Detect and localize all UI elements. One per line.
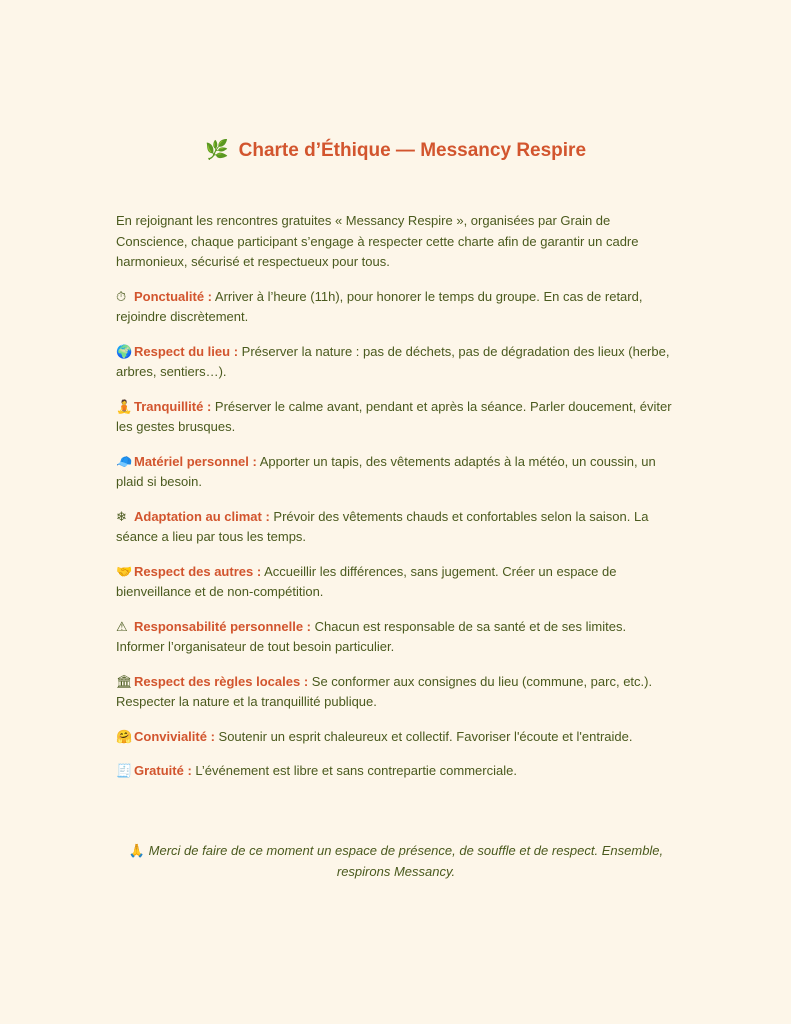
meditation-icon: 🧘 <box>116 398 133 414</box>
charter-item-text: Préserver la nature : pas de déchets, pas de dégradation des lieux (herbe, arbres, sentiers…). <box>116 343 670 379</box>
charter-item <box>116 287 676 328</box>
charter-item-label: Respect du lieu : <box>134 343 239 359</box>
charter-item <box>116 342 676 383</box>
page-title-text: Charte d’Éthique — Messancy Respire <box>238 140 587 161</box>
closing-text: Merci de faire de ce moment un espace de présence, de souffle et de respect. Ensemble, respirons Messancy. <box>148 843 664 879</box>
charter-item-text: Soutenir un esprit chaleureux et collectif. Favoriser l'écoute et l'entraide. <box>214 728 633 744</box>
charter-item-label: Respect des autres : <box>134 563 262 579</box>
charter-item-label: Matériel personnel : <box>134 453 257 469</box>
charter-item-text: Se conformer aux consignes du lieu (commune, parc, etc.). Respecter la nature et la tranquillité publique. <box>116 673 653 709</box>
globe-icon: 🌍 <box>116 343 133 359</box>
charter-item <box>116 452 676 493</box>
charter-item-label: Ponctualité : <box>134 288 213 304</box>
charter-body <box>116 211 676 796</box>
warning-icon: ⚠ <box>116 618 128 634</box>
leaf-icon: 🌿 <box>204 140 229 161</box>
sparkle-icon: 🙏 <box>128 843 146 858</box>
charter-item <box>116 672 676 713</box>
charter-item <box>116 727 676 748</box>
charter-item-text: L’événement est libre et sans contrepartie commerciale. <box>191 763 517 778</box>
charter-item <box>116 397 676 438</box>
courthouse-icon: 🏛 <box>116 673 133 689</box>
hug-icon: 🤗 <box>116 728 133 744</box>
charter-item-text: Apporter un tapis, des vêtements adaptés à la météo, un coussin, un plaid si besoin. <box>116 453 656 489</box>
cap-icon: 🧢 <box>116 453 133 469</box>
charter-item-text: Chacun est responsable de sa santé et de ses limites. Informer l’organisateur de tout besoin particulier. <box>116 618 627 654</box>
snowflake-icon: ❄ <box>116 508 127 524</box>
charter-item-label: Respect des règles locales : <box>134 673 309 689</box>
page-title <box>0 138 791 162</box>
charter-item <box>116 617 676 658</box>
charter-item-text: Prévoir des vêtements chauds et confortables selon la saison. La séance a lieu par tous les temps. <box>116 508 649 544</box>
handshake-icon: 🤝 <box>116 563 133 579</box>
charter-item <box>116 507 676 548</box>
charter-item-label: Gratuité : <box>134 763 192 778</box>
charter-items <box>116 287 676 782</box>
closing-message <box>116 841 676 882</box>
charter-item <box>116 562 676 603</box>
charter-item-label: Tranquillité : <box>134 398 212 414</box>
charter-item-text: Accueillir les différences, sans jugement. Créer un espace de bienveillance et de non-compétition. <box>116 563 617 599</box>
charter-item-label: Responsabilité personnelle : <box>134 618 311 634</box>
charter-item-label: Adaptation au climat : <box>134 508 270 524</box>
charter-item <box>116 761 676 782</box>
intro-paragraph: En rejoignant les rencontres gratuites « Messancy Respire », organisées par Grain de Conscience, chaque participant s’engage à respecter cette charte afin de garantir un cadre harmonieux, sécurisé et respectueux pour tous. <box>116 213 639 269</box>
charter-item-label: Convivialité : <box>134 728 215 744</box>
clock-icon: ⏱ <box>116 288 127 304</box>
charter-item-text: Arriver à l’heure (11h), pour honorer le temps du groupe. En cas de retard, rejoindre discrètement. <box>116 288 643 324</box>
charter-item-text: Préserver le calme avant, pendant et après la séance. Parler doucement, éviter les gestes brusques. <box>116 398 672 434</box>
receipt-icon: 🧾 <box>116 763 133 778</box>
